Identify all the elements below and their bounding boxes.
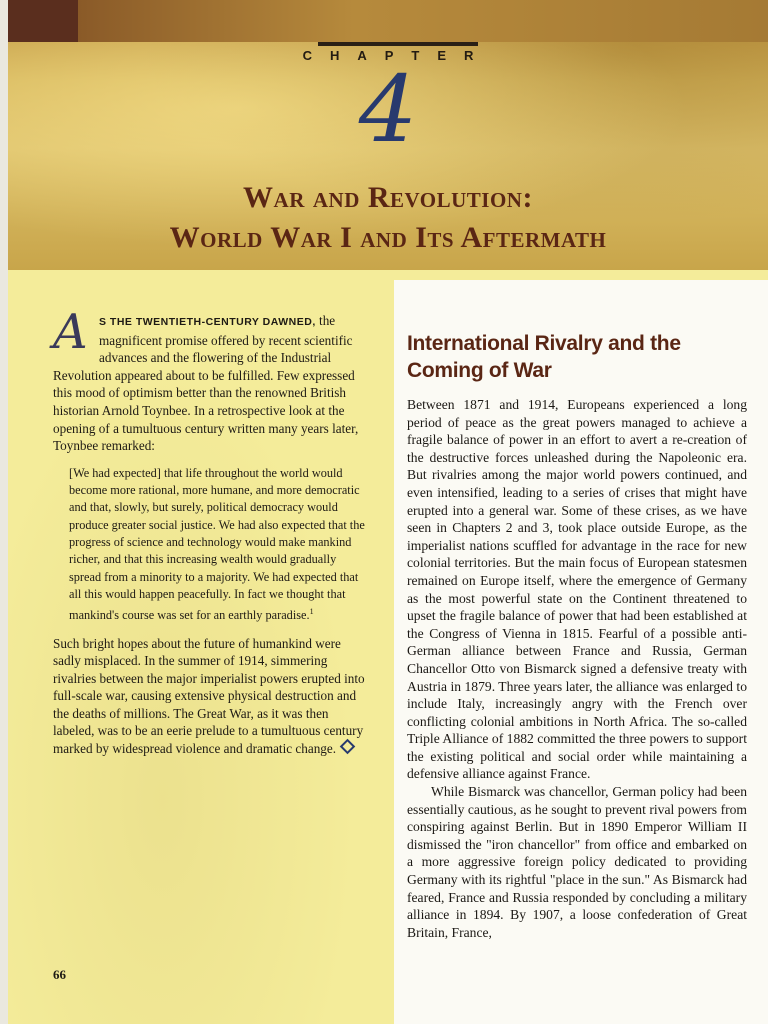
main-column [407,330,747,941]
block-quote [69,465,369,625]
body-paragraph-2: While Bismarck was chancellor, German policy had been essentially cautious, as he sought to prevent rival powers from conspiring against Berlin. But in 1890 Emperor William II dismissed the "iron chancellor" from office and embarked on a more aggressive foreign policy dedicated to providing Germany with its rightful "place in the sun." As Bismarck had feared, France and Russia responded by concluding a military alliance in 1894. By 1907, a loose confederation of Great Britain, France, [407,784,747,940]
chapter-label: CHAPTER [302,48,492,63]
end-mark-icon [340,739,356,755]
body-paragraph-1: Between 1871 and 1914, Europeans experienced a long period of peace as the great powers managed to achieve a fragile balance of power in an effort to avert a re-creation of the destructive forces unleashed during the Napoleonic era. But rivalries among the major world powers continued, and even intensified, leading to a series of crises that might have erupted into a general war. Some of these crises, as we have seen in Chapters 2 and 3, took place outside Europe, as the imperialist nations scuffled for advantage in the race for new colonial territories. But the main focus of European statesmen remained on Europe itself, where the emergence of Germany as the most powerful state on the Continent threatened to upset the fragile balance of power that had been established at the Congress of Vienna in 1815. Fearful of a possible anti-German alliance between France and Russia, German Chancellor Otto von Bismarck signed a defensive treaty with Austria in 1879. Three years later, the alliance was enlarged to include Italy, increasingly angry with the French over conflicting colonial ambitions in North Africa. The so-called Triple Alliance of 1882 committed the three powers to support the existing political and social order while maintaining a defensive alliance against France. [407,397,747,782]
page-number: 66 [53,967,66,982]
banner-divider [8,270,768,280]
intro-paragraph-2-text: Such bright hopes about the future of humankind were sadly misplaced. In the summer of 1914, simmering rivalries between the major imperialist powers erupted into full-scale war, causing extensive physical destruction and the deaths of millions. The Great War, as it was then labeled, was to be an eerie prelude to a tumultuous century marked by widespread violence and dramatic change. [53,635,365,757]
chapter-rule [318,42,478,46]
chapter-title-line2: World War I and Its Aftermath [169,221,607,254]
intro-paragraph-1-text: the magnificent promise offered by recent scientific advances and the flowering of the Industrial Revolution appeared about to be fulfilled. Few expressed this mood of optimism better than the renowned British historian Arnold Toynbee. In a retrospective look at the opening of a tumultuous century written many years later, Toynbee remarked: [53,313,359,454]
banner-corner [8,0,78,42]
chapter-title-line1: War and Revolution: [243,181,533,214]
intro-text [53,304,368,758]
intro-paragraph-1 [53,304,368,455]
chapter-number: 4 [358,56,418,163]
chapter-title [8,178,768,258]
lead-caps: S THE TWENTIETH-CENTURY DAWNED, [99,316,316,328]
quote-text: [We had expected] that life throughout the world would become more rational, more humane, and more democratic and that, slowly, but surely, political democracy would produce greater social justice. We had also expected that the progress of science and technology would make mankind richer, and that this increasing wealth would gradually spread from a minority to a majority. We had expected that all this would happen peacefully. In fact we thought that mankind's course was set for an earthly paradise. [69,465,365,623]
book-page [8,0,768,1024]
drop-cap: A [53,304,88,360]
section-heading: International Rivalry and the Coming of War [407,332,681,382]
footnote-marker: 1 [309,607,314,617]
chapter-banner [8,0,768,270]
intro-paragraph-2 [53,635,368,758]
banner-band [78,0,768,42]
